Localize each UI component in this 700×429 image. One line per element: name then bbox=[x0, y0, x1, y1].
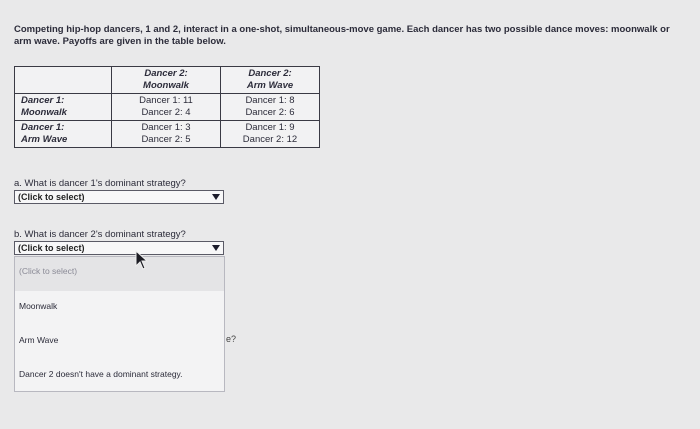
payoff-cell bbox=[221, 94, 320, 121]
dropdown-option-no-dominant[interactable]: Dancer 2 doesn't have a dominant strategy. bbox=[19, 369, 183, 379]
dancer2-dropdown-list bbox=[14, 256, 225, 392]
table-header-row bbox=[15, 67, 320, 94]
payoff-d1: Dancer 1: 11 bbox=[139, 95, 193, 106]
payoff-table bbox=[14, 66, 320, 148]
payoff-d1: Dancer 1: 9 bbox=[245, 122, 295, 133]
col-header-arm-wave bbox=[221, 67, 320, 94]
chevron-down-icon bbox=[212, 194, 220, 200]
col-header-line: Dancer 2: bbox=[144, 68, 188, 79]
dropdown-option-placeholder[interactable]: (Click to select) bbox=[15, 257, 224, 291]
col-header-moonwalk bbox=[112, 67, 221, 94]
payoff-d2: Dancer 2: 12 bbox=[242, 134, 298, 145]
select-value: (Click to select) bbox=[18, 243, 85, 253]
payoff-cell bbox=[112, 121, 221, 148]
row-header-line: Dancer 1: bbox=[21, 122, 65, 133]
col-header-line: Arm Wave bbox=[246, 80, 294, 91]
dancer1-strategy-select[interactable] bbox=[14, 190, 224, 204]
payoff-cell bbox=[221, 121, 320, 148]
payoff-d2: Dancer 2: 6 bbox=[245, 107, 295, 118]
row-header-moonwalk bbox=[15, 94, 112, 121]
question-a-label: a. What is dancer 1's dominant strategy? bbox=[14, 178, 186, 189]
payoff-cell bbox=[112, 94, 221, 121]
question-intro: Competing hip-hop dancers, 1 and 2, interact in a one-shot, simultaneous-move game. Each dancer has two possible dance moves: moonwalk or arm wave. Payoffs are given in the table below. bbox=[14, 24, 670, 47]
dancer2-strategy-select[interactable] bbox=[14, 241, 224, 255]
row-header-line: Arm Wave bbox=[21, 134, 68, 145]
payoff-d2: Dancer 2: 4 bbox=[141, 107, 191, 118]
select-value: (Click to select) bbox=[18, 192, 85, 202]
col-header-line: Dancer 2: bbox=[248, 68, 292, 79]
dropdown-option-moonwalk[interactable]: Moonwalk bbox=[19, 301, 58, 311]
payoff-d1: Dancer 1: 8 bbox=[245, 95, 295, 106]
table-row bbox=[15, 121, 320, 148]
row-header-arm-wave bbox=[15, 121, 112, 148]
partial-question-text: e? bbox=[226, 334, 237, 344]
question-b-label: b. What is dancer 2's dominant strategy? bbox=[14, 229, 186, 240]
dropdown-option-arm-wave[interactable]: Arm Wave bbox=[19, 335, 59, 345]
table-corner bbox=[15, 67, 112, 94]
row-header-line: Moonwalk bbox=[21, 107, 67, 118]
mouse-cursor-icon bbox=[135, 250, 149, 270]
table-row bbox=[15, 94, 320, 121]
row-header-line: Dancer 1: bbox=[21, 95, 65, 106]
payoff-d1: Dancer 1: 3 bbox=[141, 122, 191, 133]
col-header-line: Moonwalk bbox=[143, 80, 189, 91]
chevron-down-icon bbox=[212, 245, 220, 251]
payoff-d2: Dancer 2: 5 bbox=[141, 134, 191, 145]
